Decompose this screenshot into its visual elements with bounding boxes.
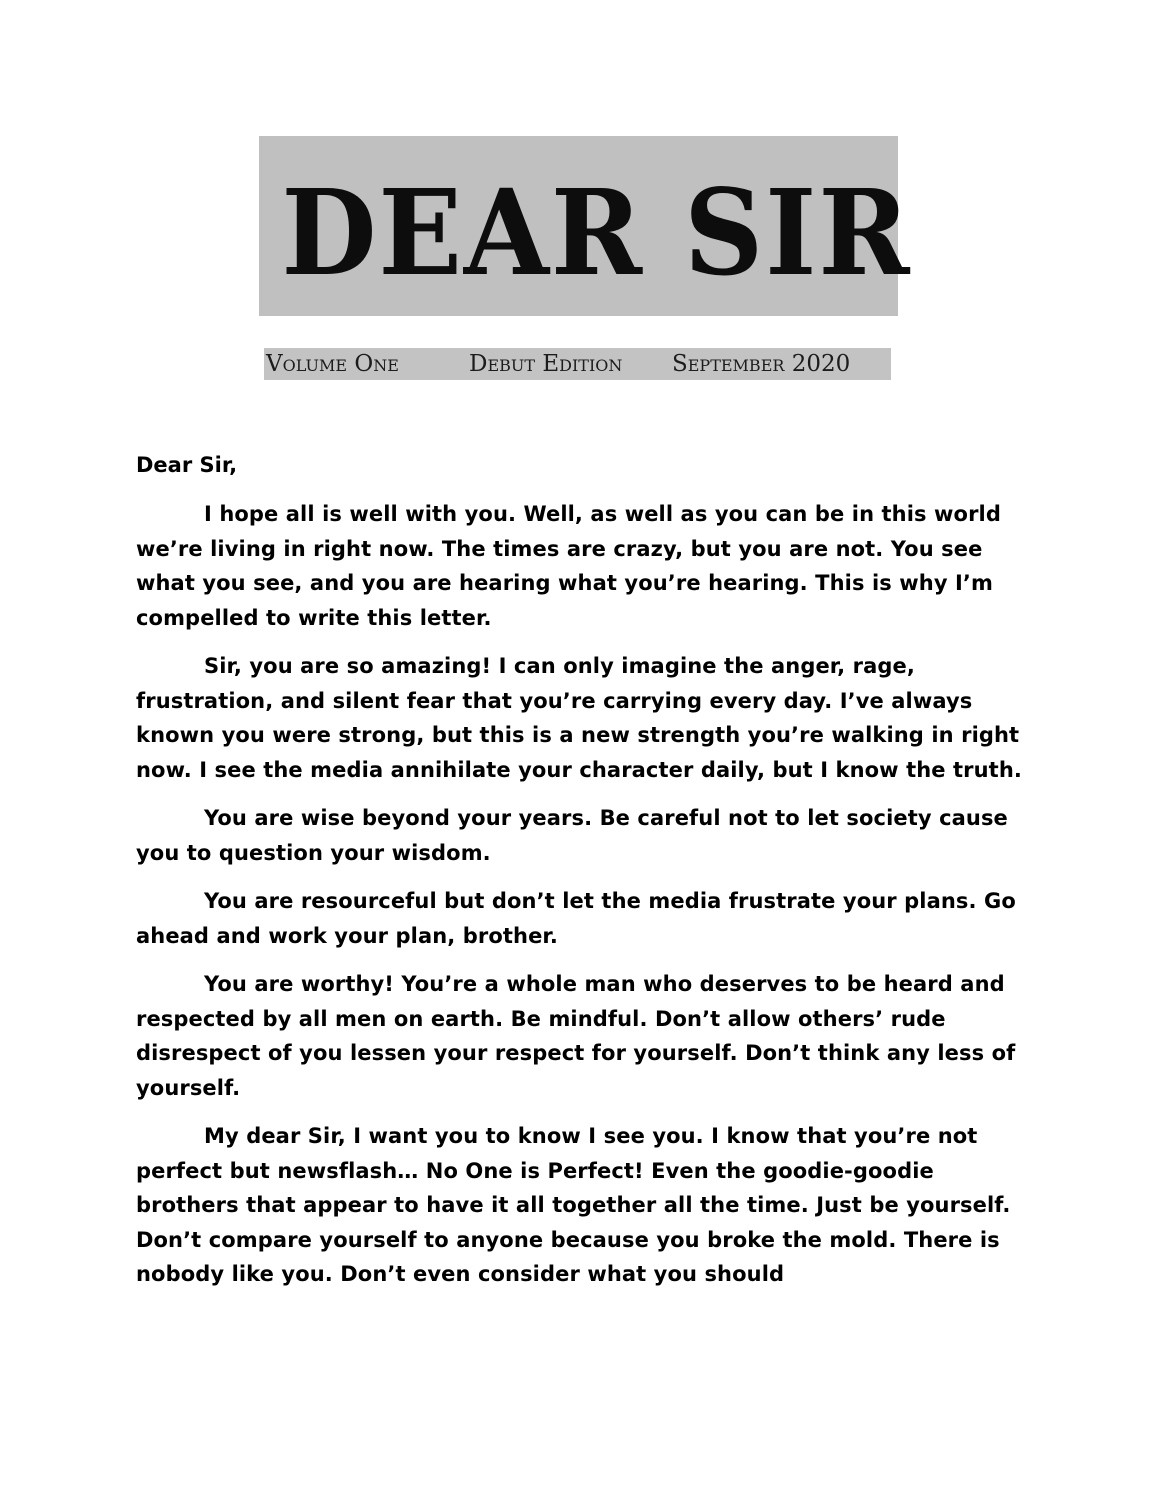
letter-paragraph: I hope all is well with you. Well, as well as you can be in this world we’re living in right now. The times are crazy, but you are not. You see what you see, and you are hearing what you’re hearing. This is why I’m compelled to write this letter.	[136, 502, 1001, 630]
edition-date: September 2020	[672, 351, 851, 377]
masthead-title: DEAR SIR	[281, 163, 912, 302]
letter-paragraph: You are worthy! You’re a whole man who deserves to be heard and respected by all men on earth. Be mindful. Don’t allow others’ rude disrespect of you lessen your respect for yourself. Don’t think any less of yourself.	[136, 972, 1016, 1100]
letter-paragraph: Sir, you are so amazing! I can only imagine the anger, rage, frustration, and silent fear that you’re carrying every day. I’ve always known you were strong, but this is a new strength you’re walking in right now. I see the media annihilate your character daily, but I know the truth.	[136, 654, 1022, 782]
edition-info-bar	[264, 348, 891, 380]
volume-label: Volume One	[266, 351, 399, 377]
edition-label: Debut Edition	[469, 351, 623, 377]
letter-body	[136, 448, 1026, 1306]
letter-paragraph: My dear Sir, I want you to know I see you. I know that you’re not perfect but newsflash… No One is Perfect! Even the goodie-goodie brothers that appear to have it all together all the time. Just be yourself. Don’t compare yourself to anyone because you broke the mold. There is nobody like you. Don’t even consider what you should	[136, 1124, 1011, 1286]
letter-paragraph: You are resourceful but don’t let the media frustrate your plans. Go ahead and work your plan, brother.	[136, 889, 1016, 948]
letter-salutation: Dear Sir,	[136, 453, 238, 477]
letter-paragraph: You are wise beyond your years. Be careful not to let society cause you to question your wisdom.	[136, 806, 1008, 865]
masthead-banner	[259, 136, 912, 316]
